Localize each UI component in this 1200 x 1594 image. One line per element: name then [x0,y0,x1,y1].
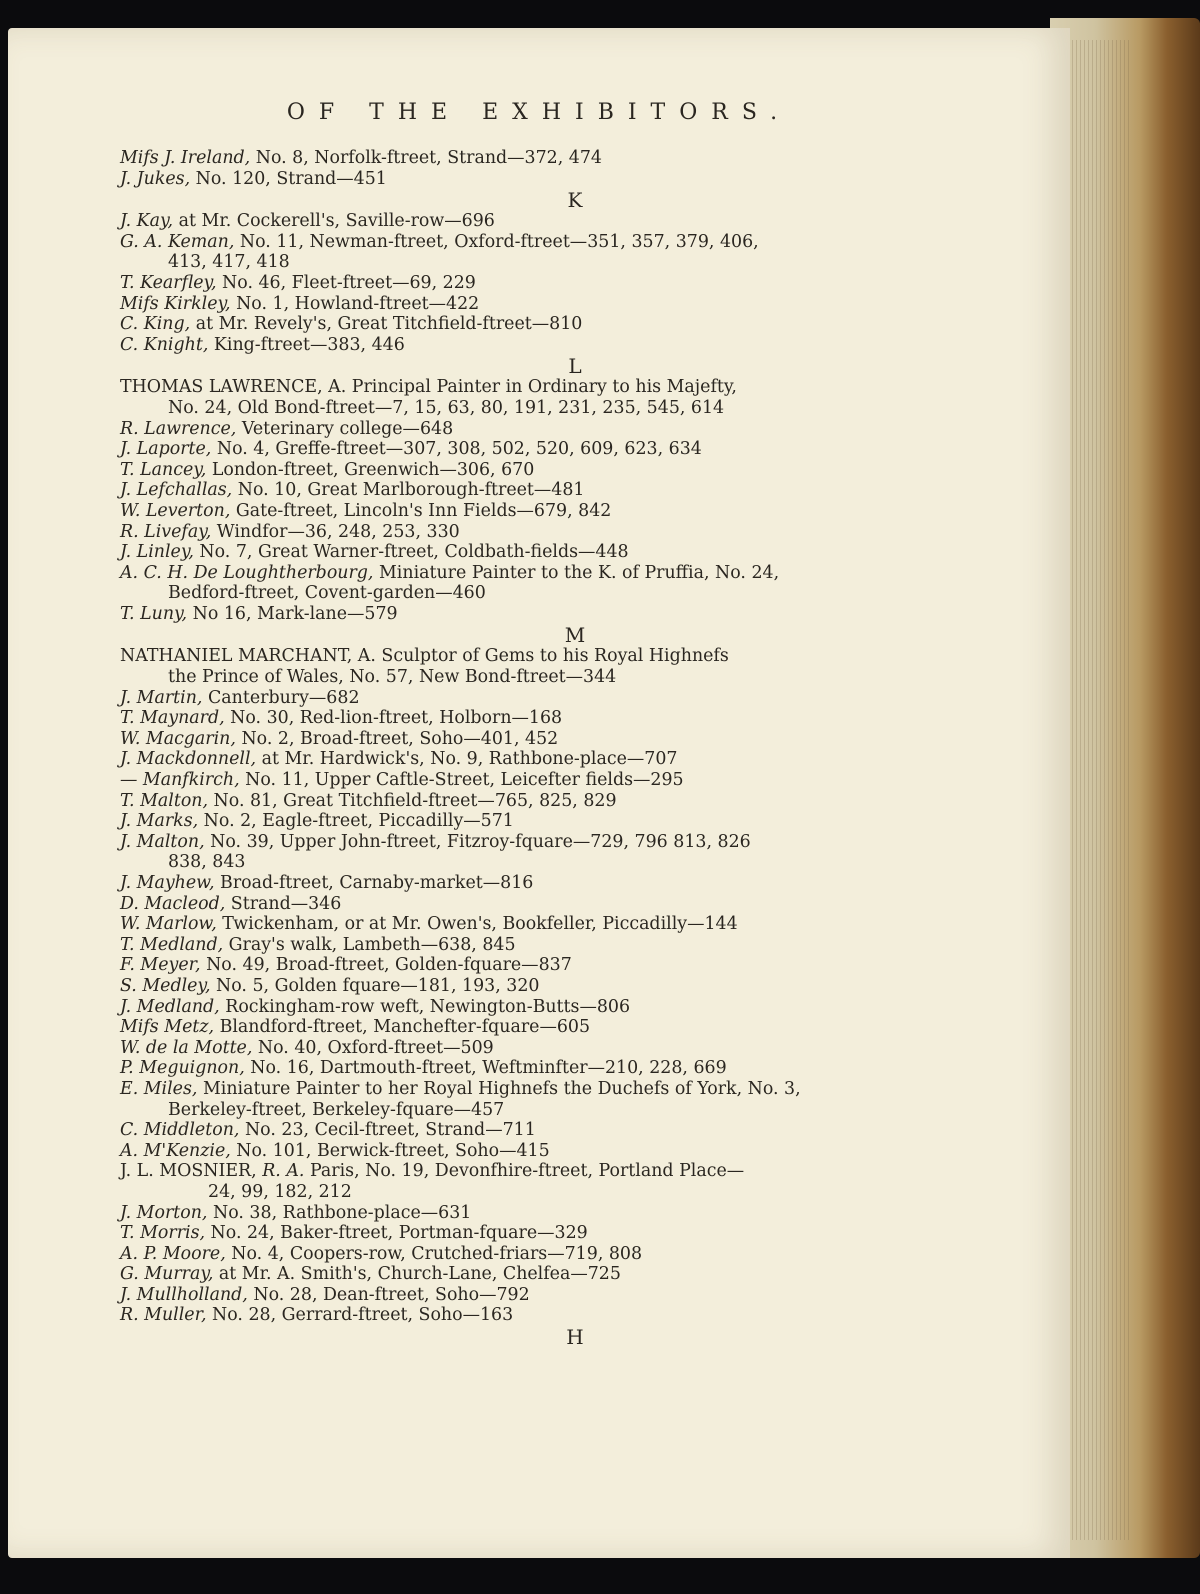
exhibitor-details: No. 101, Berwick-ftreet, Soho—415 [230,1140,550,1161]
exhibitor-entry [120,294,1010,315]
exhibitor-details: No. 24, Baker-ftreet, Portman-fquare—329 [205,1223,588,1244]
section-letter: K [567,188,583,213]
exhibitor-details: No. 120, Strand—451 [190,168,387,189]
exhibitor-details: Miniature Painter to the K. of Pruffia, No. 24, [373,562,780,583]
exhibitor-entry [120,169,1010,190]
exhibitor-details: No. 5, Golden fquare—181, 193, 320 [210,975,540,996]
exhibitor-details: No. 2, Broad-ftreet, Soho—401, 452 [235,728,559,749]
academician-entry: THOMAS LAWRENCE, A. Principal Painter in Ordinary to his Majefty, [120,377,737,398]
exhibitor-name: T. Lancey, [120,459,207,480]
exhibitor-entry [120,480,1010,501]
entry-continuation: the Prince of Wales, No. 57, New Bond-ftreet—344 [168,667,617,688]
exhibitor-name: C. Knight, [120,334,209,355]
exhibitor-entry [120,1079,1010,1100]
running-head: OF THE EXHIBITORS. [286,100,792,125]
exhibitor-entry [120,832,1010,853]
exhibitor-entry [120,1038,1010,1059]
section-letter: M [564,623,586,648]
exhibitor-name: D. Macleod, [120,893,226,914]
exhibitor-entry [120,1244,1010,1265]
exhibitor-details: No. 11, Upper Caftle-Street, Leicefter fields—295 [239,770,684,791]
exhibitor-name: J. Mullholland, [120,1284,248,1305]
exhibitor-details: No. 16, Dartmouth-ftreet, Weftminfter—210, 228, 669 [244,1058,727,1079]
exhibitor-entry [120,211,1010,232]
exhibitor-name: — Manfkirch, [120,770,240,791]
exhibitor-entry [120,148,1010,169]
exhibitor-name: R. Lawrence, [120,418,237,439]
exhibitor-name: J. Morton, [120,1202,208,1223]
exhibitor-name: Mifs J. Ireland, [120,148,251,168]
exhibitor-entry [120,522,1010,543]
entry-continuation: No. 24, Old Bond-ftreet—7, 15, 63, 80, 191, 231, 235, 545, 614 [168,397,725,418]
exhibitor-details: No. 2, Eagle-ftreet, Piccadilly—571 [198,811,514,832]
exhibitor-entry [120,688,1010,709]
exhibitor-details: Gate-ftreet, Lincoln's Inn Fields—679, 842 [230,500,612,521]
exhibitor-entry [120,976,1010,997]
exhibitor-details: Canterbury—682 [202,687,360,708]
exhibitor-entry [120,1285,1010,1306]
exhibitor-name: W. Leverton, [120,500,231,521]
exhibitor-name: T. Medland, [120,934,224,955]
exhibitor-name: P. Meguignon, [120,1058,245,1079]
exhibitor-details: King-ftreet—383, 446 [208,334,405,355]
exhibitor-entry [120,273,1010,294]
exhibitor-entry [120,729,1010,750]
exhibitor-details: Paris, No. 19, Devonfhire-ftreet, Portland Place— [304,1161,745,1182]
exhibitor-name: A. P. Moore, [120,1243,226,1264]
exhibitor-entry [120,894,1010,915]
exhibitor-entry [120,604,1010,625]
exhibitor-title: R. A. [262,1161,305,1182]
exhibitor-name: J. Mayhew, [120,873,215,893]
exhibitor-name: W. Macgarin, [120,728,236,749]
exhibitor-details: Rockingham-row weft, Newington-Butts—806 [219,996,631,1017]
exhibitor-details: No. 81, Great Titchfield-ftreet—765, 825, 829 [208,790,617,811]
exhibitor-name: G. Murray, [120,1264,214,1285]
exhibitor-entry [120,542,1010,563]
exhibitor-entry [120,811,1010,832]
exhibitor-name: J. Laporte, [120,439,212,460]
exhibitor-entry [120,335,1010,356]
exhibitor-details: No. 38, Rathbone-place—631 [207,1202,472,1223]
exhibitor-details: at Mr. Cockerell's, Saville-row—696 [173,211,495,232]
exhibitor-name: Mifs Metz, [120,1017,215,1038]
exhibitor-details: Gray's walk, Lambeth—638, 845 [223,934,516,955]
exhibitor-details: No. 28, Dean-ftreet, Soho—792 [247,1284,530,1305]
exhibitor-name: J. Mackdonnell, [120,749,257,770]
exhibitor-name: T. Kearfley, [120,272,217,293]
exhibitor-details: No. 49, Broad-ftreet, Golden-fquare—837 [200,955,572,976]
exhibitor-entry [120,914,1010,935]
exhibitor-details: No. 30, Red-lion-ftreet, Holborn—168 [224,708,563,729]
exhibitor-entry [120,1120,1010,1141]
exhibitor-details: No. 46, Fleet-ftreet—69, 229 [216,272,476,293]
exhibitor-entry [120,1058,1010,1079]
exhibitor-details: No. 8, Norfolk-ftreet, Strand—372, 474 [250,148,602,168]
academician-entry: NATHANIEL MARCHANT, A. Sculptor of Gems to his Royal Highnefs [120,646,729,667]
section-letter: L [568,354,582,379]
section-letter: H [566,1325,584,1350]
exhibitor-entry [120,460,1010,481]
exhibitor-entry [120,501,1010,522]
exhibitor-entry [120,955,1010,976]
exhibitor-entry [120,791,1010,812]
entry-continuation: 24, 99, 182, 212 [208,1181,352,1202]
exhibitor-details: Blandford-ftreet, Manchefter-fquare—605 [214,1017,591,1038]
exhibitor-details: No. 10, Great Marlborough-ftreet—481 [232,480,585,501]
exhibitor-name: T. Maynard, [120,708,225,729]
exhibitor-entry [120,935,1010,956]
exhibitor-entry [120,563,1010,584]
exhibitor-details: No. 4, Greffe-ftreet—307, 308, 502, 520, 609, 623, 634 [211,439,702,460]
exhibitor-name: J. Kay, [120,211,174,232]
exhibitor-entry [120,873,1010,894]
exhibitor-name: A. C. H. De Loughtherbourg, [120,562,374,583]
exhibitor-name: W. de la Motte, [120,1037,253,1058]
exhibitor-name: J. Lefchallas, [120,480,233,501]
exhibitor-entry [120,770,1010,791]
exhibitor-name: T. Luny, [120,603,188,624]
exhibitor-entry [120,314,1010,335]
exhibitor-name: J. Malton, [120,831,205,852]
entry-continuation: 838, 843 [168,852,246,873]
exhibitor-entry [120,419,1010,440]
exhibitor-entry [120,708,1010,729]
exhibitor-entry [120,1203,1010,1224]
exhibitor-details: No 16, Mark-lane—579 [187,603,398,624]
exhibitor-name: R. Muller, [120,1305,207,1326]
exhibitor-name: S. Medley, [120,975,211,996]
exhibitor-details: No. 4, Coopers-row, Crutched-friars—719, 808 [225,1243,643,1264]
academician-entry [120,1161,1010,1182]
exhibitor-details: No. 1, Howland-ftreet—422 [230,293,480,314]
exhibitor-details: Strand—346 [225,893,342,914]
exhibitor-name: J. L. MOSNIER, [120,1161,263,1182]
exhibitor-list [120,148,1010,1348]
exhibitor-name: J. Martin, [120,687,203,708]
entry-continuation: 413, 417, 418 [168,252,290,273]
exhibitor-details: at Mr. Revely's, Great Titchfield-ftreet—810 [190,314,583,335]
exhibitor-name: R. Livefay, [120,521,212,542]
exhibitor-entry [120,1141,1010,1162]
exhibitor-name: T. Malton, [120,790,209,811]
exhibitor-details: at Mr. A. Smith's, Church-Lane, Chelfea—725 [213,1264,621,1285]
exhibitor-name: Mifs Kirkley, [120,293,231,314]
entry-continuation: Bedford-ftreet, Covent-garden—460 [168,583,486,604]
exhibitor-details: at Mr. Hardwick's, No. 9, Rathbone-place—707 [256,749,678,770]
exhibitor-entry [120,439,1010,460]
exhibitor-details: Twickenham, or at Mr. Owen's, Bookfeller, Piccadilly—144 [216,914,738,935]
exhibitor-details: No. 7, Great Warner-ftreet, Coldbath-fields—448 [193,542,629,563]
exhibitor-entry [120,1305,1010,1326]
exhibitor-entry [120,997,1010,1018]
exhibitor-name: F. Meyer, [120,955,201,976]
exhibitor-details: No. 40, Oxford-ftreet—509 [252,1037,494,1058]
exhibitor-details: London-ftreet, Greenwich—306, 670 [206,459,535,480]
exhibitor-details: Broad-ftreet, Carnaby-market—816 [214,873,534,893]
exhibitor-name: C. Middleton, [120,1120,240,1141]
exhibitor-name: J. Marks, [120,811,199,832]
exhibitor-details: Veterinary college—648 [236,418,454,439]
exhibitor-entry [120,1017,1010,1038]
exhibitor-name: W. Marlow, [120,914,217,935]
exhibitor-entry [120,232,1010,253]
exhibitor-name: J. Jukes, [120,168,191,189]
exhibitor-name: J. Linley, [120,542,194,563]
exhibitor-details: No. 39, Upper John-ftreet, Fitzroy-fquare—729, 796 813, 826 [204,831,751,852]
exhibitor-details: Windfor—36, 248, 253, 330 [211,521,460,542]
exhibitor-details: Miniature Painter to her Royal Highnefs the Duchefs of York, No. 3, [197,1078,801,1099]
exhibitor-entry [120,1223,1010,1244]
exhibitor-name: J. Medland, [120,996,220,1017]
book-page [8,28,1070,1558]
entry-continuation: Berkeley-ftreet, Berkeley-fquare—457 [168,1099,505,1120]
exhibitor-entry [120,749,1010,770]
exhibitor-name: C. King, [120,314,191,335]
exhibitor-details: No. 11, Newman-ftreet, Oxford-ftreet—351, 357, 379, 406, [234,231,759,252]
page-edges [1060,40,1130,1540]
exhibitor-name: E. Miles, [120,1078,198,1099]
exhibitor-name: A. M'Kenzie, [120,1140,231,1161]
exhibitor-name: G. A. Keman, [120,231,235,252]
exhibitor-name: T. Morris, [120,1223,206,1244]
exhibitor-details: No. 28, Gerrard-ftreet, Soho—163 [206,1305,514,1326]
exhibitor-details: No. 23, Cecil-ftreet, Strand—711 [239,1120,536,1141]
exhibitor-entry [120,1264,1010,1285]
